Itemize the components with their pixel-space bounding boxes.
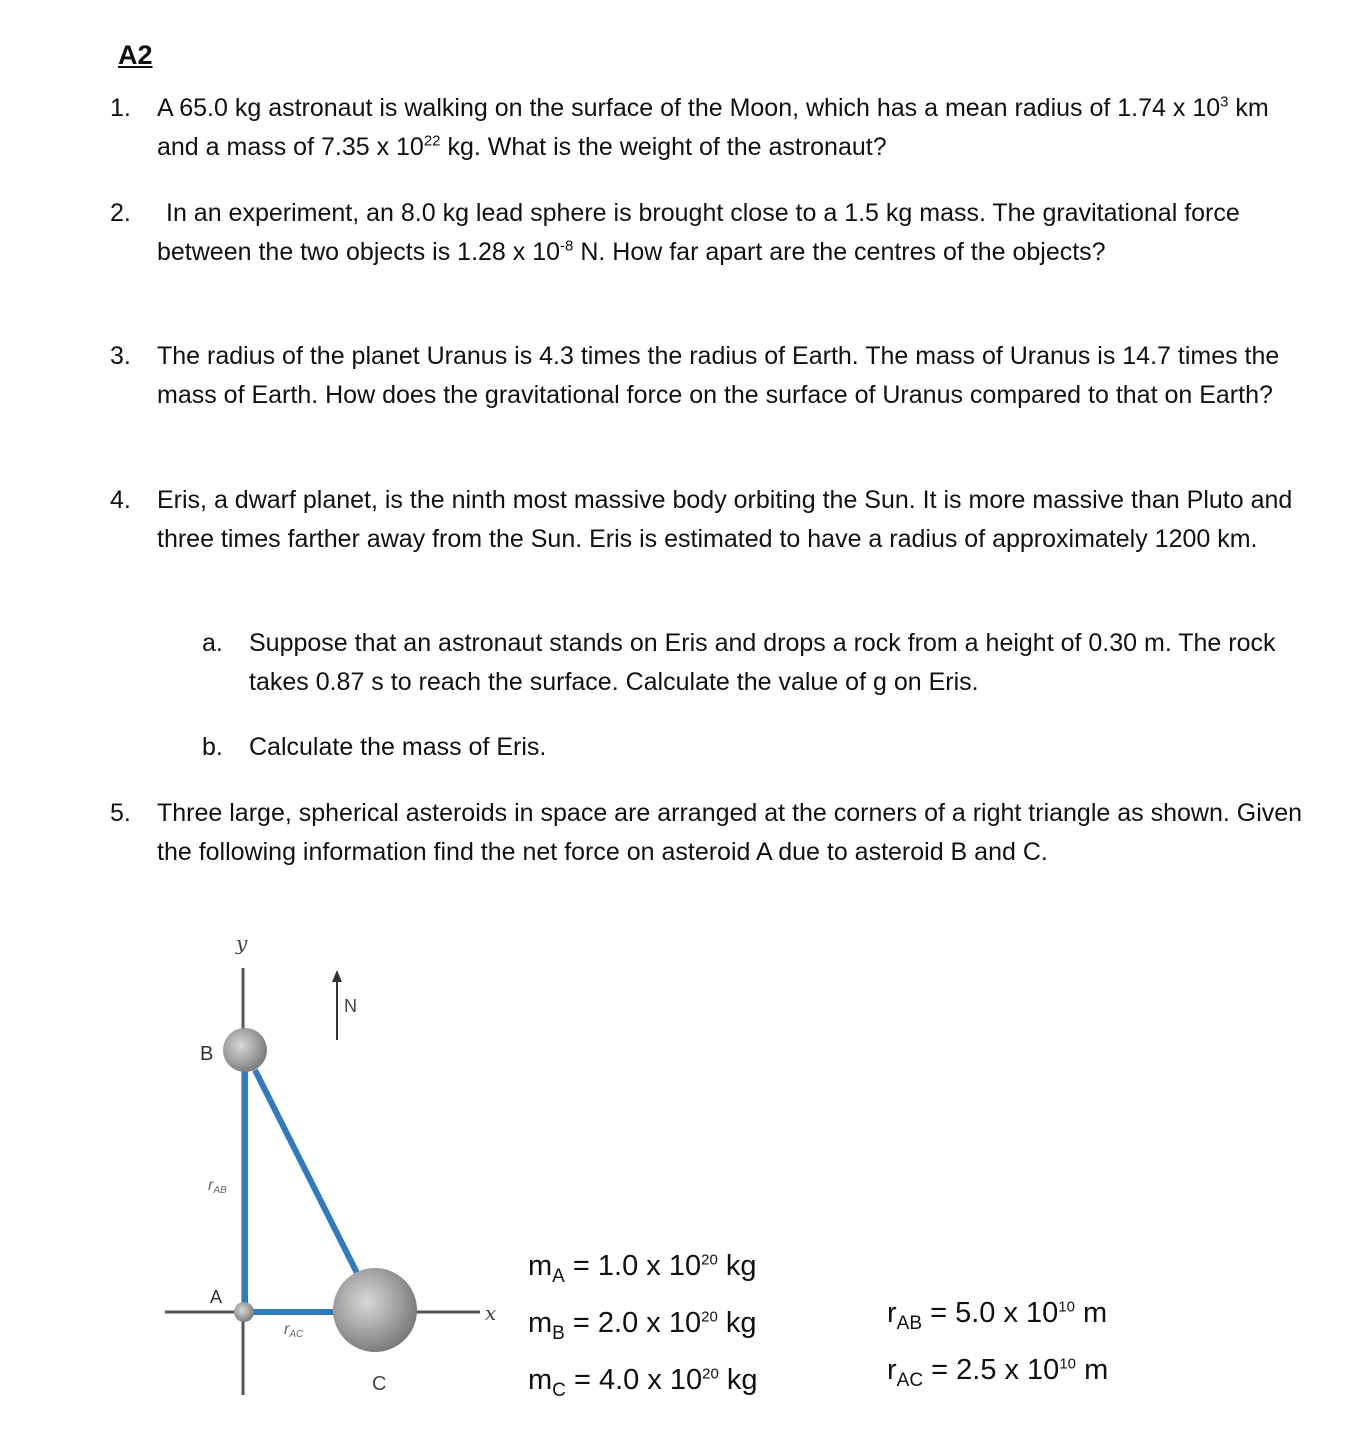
question-text: In an experiment, an 8.0 kg lead sphere is brought close to a 1.5 kg mass. The gravitational force between the two objects is 1.28 x 10 — [157, 199, 1240, 266]
section-title: A2 — [118, 40, 153, 70]
exponent: 22 — [423, 132, 441, 150]
distance-ab: $r_{AB} = 5.0$ x $10^{10}$ m — [887, 1297, 1108, 1334]
label-r-ac: rAC — [284, 1321, 304, 1340]
question-text: km and a mass of 7.35 x 10 — [157, 94, 1269, 161]
subquestion-letter: b. — [202, 733, 223, 761]
question-text: The radius of the planet Uranus is 4.3 times the radius of Earth. The mass of Uranus is 14.7 times the mass of Earth. How does the gravitational force on the surface of Uranus compared to that on Earth? — [157, 342, 1280, 409]
question-text: A 65.0 kg astronaut is walking on the surface of the Moon, which has a mean radius of 1.74 x 10 — [157, 94, 1221, 122]
exponent: 3 — [1220, 93, 1229, 111]
question-text: N. How far apart are the centres of the objects? — [573, 238, 1106, 266]
north-label: N — [344, 996, 357, 1016]
question-text: Eris, a dwarf planet, is the ninth most massive body orbiting the Sun. It is more massive than Pluto and three times farther away from the Sun. Eris is estimated to have a radius of approximately 1200 km. — [157, 486, 1293, 553]
label-c: C — [372, 1373, 387, 1395]
asteroid-a — [234, 1302, 254, 1322]
question-number: 3. — [110, 342, 131, 370]
asteroid-b — [223, 1028, 267, 1072]
distance-ac: $r_{AC} = 2.5$ x $10^{10}$ m — [887, 1353, 1109, 1391]
label-a: A — [210, 1287, 223, 1307]
subquestion-text: Suppose that an astronaut stands on Eris and drops a rock from a height of 0.30 m. The rock takes 0.87 s to reach the surface. Calculate the value of g on Eris. — [249, 629, 1276, 696]
y-axis-label: y — [236, 931, 248, 955]
question-number: 4. — [110, 486, 131, 514]
mass-b: $m_B = 2.0$ x $10^{20}$ kg — [528, 1306, 757, 1344]
label-b: B — [200, 1043, 214, 1065]
mass-c: $m_C = 4.0$ x $10^{20}$ kg — [528, 1363, 758, 1401]
question-number: 2. — [110, 199, 131, 227]
subquestion-letter: a. — [202, 629, 223, 657]
mass-list — [528, 1243, 758, 1413]
distance-list — [887, 1290, 1108, 1404]
x-axis-label: x — [485, 1301, 497, 1325]
asteroid-c — [333, 1268, 417, 1352]
question-number: 1. — [110, 94, 131, 122]
exponent: -8 — [560, 237, 574, 255]
north-arrow-head — [332, 970, 342, 982]
r-bc-line — [255, 1070, 358, 1275]
mass-a: $m_A = 1.0$ x $10^{20}$ kg — [528, 1250, 757, 1287]
subquestion-text: Calculate the mass of Eris. — [249, 733, 547, 761]
question-text: Three large, spherical asteroids in space are arranged at the corners of a right triangle as shown. Given the following information find the net force on asteroid A due to asteroid B and C. — [157, 799, 1303, 866]
question-text: kg. What is the weight of the astronaut? — [440, 133, 887, 161]
label-r-ab: rAB — [208, 1177, 227, 1196]
question-number: 5. — [110, 799, 131, 827]
